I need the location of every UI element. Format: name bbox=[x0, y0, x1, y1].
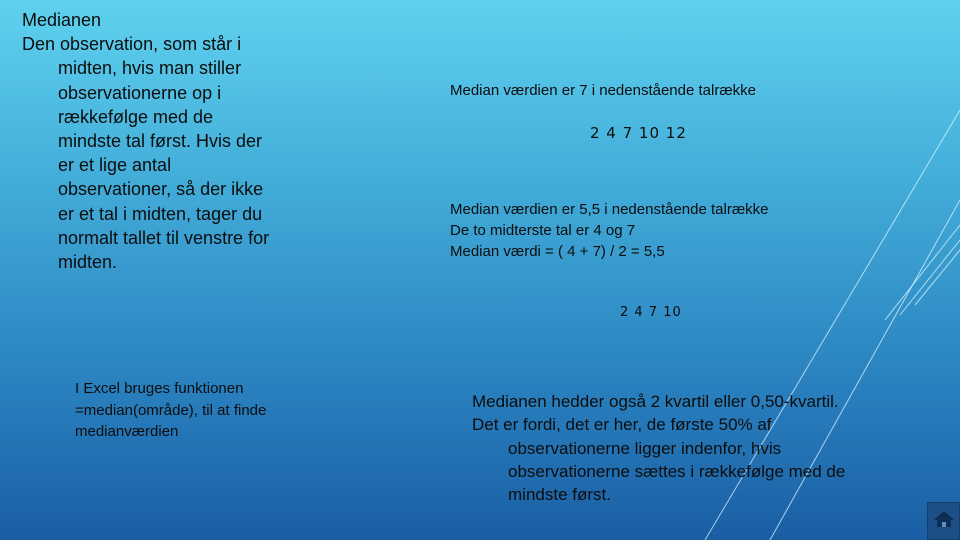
example-even-line: Median værdien er 5,5 i nedenstående talrække bbox=[450, 201, 769, 218]
median-definition bbox=[22, 8, 312, 274]
definition-first-line: Den observation, som står i bbox=[22, 34, 242, 55]
home-icon bbox=[933, 509, 955, 529]
quartile-note bbox=[472, 390, 922, 506]
definition-line: rækkefølge med de bbox=[58, 106, 214, 127]
definition-line: observationerne op i bbox=[58, 82, 222, 103]
example-even-line: De to midterste tal er 4 og 7 bbox=[450, 222, 636, 239]
quartile-line: Medianen hedder også 2 kvartil eller 0,50-kvartil. bbox=[472, 392, 839, 411]
home-button[interactable] bbox=[927, 502, 960, 540]
quartile-line: observationerne sættes i rækkefølge med de bbox=[508, 461, 846, 481]
example-odd-text: Median værdien er 7 i nedenstående talrække bbox=[450, 82, 757, 99]
example-even-line: Median værdi = ( 4 + 7) / 2 = 5,5 bbox=[450, 243, 665, 260]
definition-line: observationer, så der ikke bbox=[58, 179, 264, 200]
excel-line: I Excel bruges funktionen bbox=[75, 380, 244, 397]
example-even-sequence: 2 4 7 10 bbox=[620, 305, 682, 320]
definition-line: er et lige antal bbox=[58, 155, 172, 176]
definition-title: Medianen bbox=[22, 10, 102, 30]
example-odd-sequence: 2 4 7 10 12 bbox=[590, 124, 687, 142]
excel-line: medianværdien bbox=[75, 423, 179, 440]
excel-note bbox=[75, 378, 325, 443]
quartile-line: Det er fordi, det er her, de første 50% af bbox=[472, 415, 772, 435]
example-even bbox=[450, 199, 769, 262]
quartile-line: mindste først. bbox=[508, 485, 611, 505]
definition-line: normalt tallet til venstre for bbox=[58, 227, 270, 248]
excel-line: =median(område), til at finde bbox=[75, 401, 267, 419]
definition-line: midten. bbox=[58, 252, 118, 273]
definition-line: midten, hvis man stiller bbox=[58, 58, 242, 79]
definition-line: er et tal i midten, tager du bbox=[58, 203, 263, 224]
definition-line: mindste tal først. Hvis der bbox=[58, 131, 263, 152]
quartile-line: observationerne ligger indenfor, hvis bbox=[508, 438, 782, 458]
